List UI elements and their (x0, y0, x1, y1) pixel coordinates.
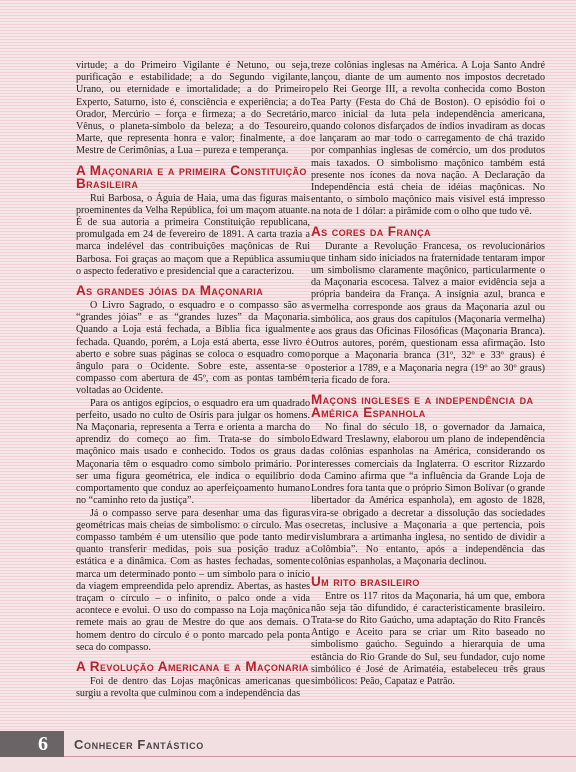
heading-grandes-joias: As grandes jóias da Maçonaria (76, 283, 264, 299)
heading-rito-brasileiro: Um rito brasileiro (311, 573, 420, 589)
paragraph-compasso: Já o compasso serve para desenhar uma das figuras geométricas mais cheias de simbolismo: o círculo. Mas o compasso também é um utensílio que pode tanto medir quanto transferir medidas, pois sua posição traduz a estática e a dinâmica. Com as hastes fechadas, somente marca um determinado ponto – um símbolo para o início da viagem empreendida pelo aprendiz. Abertas, as hastes traçam o círculo – o infinito, o palco onde a vida acontece e evolui. O uso do compasso na Loja maçônica remete mais ao grau de Mestre do que aos demais. O homem dentro do círculo é o ponto marcado pela ponta seca do compasso. (76, 507, 310, 653)
paragraph-rito-gaucho: Entre os 117 ritos da Maçonaria, há um que, embora não seja tão difundido, é caracteristicamente brasileiro. Trata-se do Rito Gaúcho, uma adaptação do Rito Francês Antigo e Aceito para se criar um Rito baseado no simbolismo gaúcho. Seguindo a hierarquia de uma estância do Rio Grande do Sul, seu fundador, cujo nome simbólico é José de Arimatéia, estabeleceu três graus simbólicos: Peão, Capataz e Patrão. (311, 590, 545, 687)
paragraph-boston-tea-party: treze colônias inglesas na América. A Loja Santo André lançou, diante de um aumento nos impostos decretado pelo Rei George III, a revolta conhecida como Boston Tea Party (Festa do Chá de Boston). O episódio foi o marco inicial da luta pela independência americana, quando colonos disfarçados de índios invadiram as docas e lançaram ao mar todo o carregamento de chá trazido por companhias inglesas de comércio, um dos produtos mais taxados. O simbolismo maçônico também está presente nos ícones da nova nação. A Declaração da Independência está cheia de idéias maçônicas. No entanto, o símbolo maçônico mais visível está impresso na nota de 1 dólar: a pirâmide com o olho que tudo vê. (311, 60, 545, 218)
footer-rule (64, 756, 576, 757)
page-footer (0, 731, 576, 772)
left-column (76, 60, 310, 700)
paragraph-rui-barbosa: Rui Barbosa, o Águia de Haia, uma das figuras mais proeminentes da Velha República, foi um maçom atuante. É de sua autoria a primeira Constituição republicana, promulgada em 24 de fevereiro de 1891. A carta trazia a marca indelével das contribuições maçônicas de Rui Barbosa. Foi graças ao maçom que a República assumiu o aspecto federativo e presidencial que a caracterizou. (76, 192, 310, 277)
intro-paragraph: virtude; a do Primeiro Vigilante é Netuno, ou seja, purificação e estabilidade; a do Segundo vigilante, Urano, ou eternidade e imortalidade; a do Primeiro Experto, Saturno, isto é, consciência e experiência; a do Orador, Mercúrio – força e firmeza; a do Secretário, Vênus, o planeta-símbolo da beleza; a do Tesoureiro, Marte, que representa honra e valor; finalmente, a do Mestre de Cerimônias, a Lua – pureza e temperança. (76, 60, 310, 157)
heading-macons-ingleses: Maçons ingleses e a independência da América Espanhola (311, 392, 534, 421)
page-number-box (0, 731, 64, 757)
paragraph-revolucao-francesa: Durante a Revolução Francesa, os revolucionários que tinham sido iniciados na fraternidade tentaram impor um simbolismo claramente maçônico, particularmente o da Maçonaria escocesa. Talvez a maior evidência seja a própria bandeira da França. A insígnia azul, branca e vermelha corresponde aos graus da Maçonaria azul ou simbólica, aos graus dos capítulos (Maçonaria vermelha) e aos graus das Oficinas Filosóficas (Maçonaria Branca). Outros autores, porém, questionam essa afirmação. Isto porque a Maçonaria branca (31º, 32º e 33º graus) é posterior a 1789, e a Maçonaria negra (19º ao 30º graus) teria ficado de fora. (311, 240, 545, 386)
paragraph-livro-sagrado: O Livro Sagrado, o esquadro e o compasso são as “grandes jóias” e as “grandes luzes” da Maçonaria. Quando a Loja está fechada, a Bíblia fica igualmente fechada. Quando, porém, a Loja está aberta, esse livro é aberto e sobre suas páginas se coloca o esquadro como ângulo para o Ocidente. Sobre este, assenta-se o compasso com abertura de 45º, com as pontas também voltadas ao Ocidente. (76, 300, 310, 397)
paragraph-esquadro: Para os antigos egípcios, o esquadro era um quadrado perfeito, usado no culto de Osíris para julgar os homens. Na Maçonaria, representa a Terra e orienta a marcha do aprendiz do começo ao fim. Trata-se do símbolo maçônico mais usado e conhecido. Todos os graus da Maçonaria têm o esquadro como símbolo primário. Por ser uma figura geométrica, ele indica o equilíbrio do comportamento que conduz ao aperfeiçoamento humano no “caminho reto da justiça”. (76, 397, 310, 507)
heading-constituicao: A Maçonaria e a primeira Constituição Brasileira (76, 162, 307, 191)
magazine-title: Conhecer Fantástico (74, 737, 204, 752)
heading-cores-franca: As cores da França (311, 223, 431, 239)
decorative-band (558, 90, 576, 650)
paragraph-lojas-americanas: Foi de dentro das Lojas maçônicas americanas que surgiu a revolta que culminou com a independência das (76, 675, 310, 700)
paragraph-jamaica: No final do século 18, o governador da Jamaica, Edward Treslawny, elaborou um plano de independência das colônias espanholas na América, considerando os interesses comerciais da Inglaterra. O escritor Rizzardo da Camino afirma que “a influência da Grande Loja de Londres fora tanta que o próprio Simon Bolívar (o grande libertador da América espanhola), em agosto de 1828, vira-se obrigado a decretar a dissolução das sociedades secretas, inclusive a Maçonaria a que pertencia, pois vislumbrara a artimanha inglesa, no sentido de dividir a Colômbia”. No entanto, após a independência das colônias espanholas, a Maçonaria declinou. (311, 422, 545, 568)
heading-revolucao-americana: A Revolução Americana e a Maçonaria (76, 658, 309, 674)
page-number: 6 (38, 733, 48, 755)
right-column (311, 60, 545, 688)
